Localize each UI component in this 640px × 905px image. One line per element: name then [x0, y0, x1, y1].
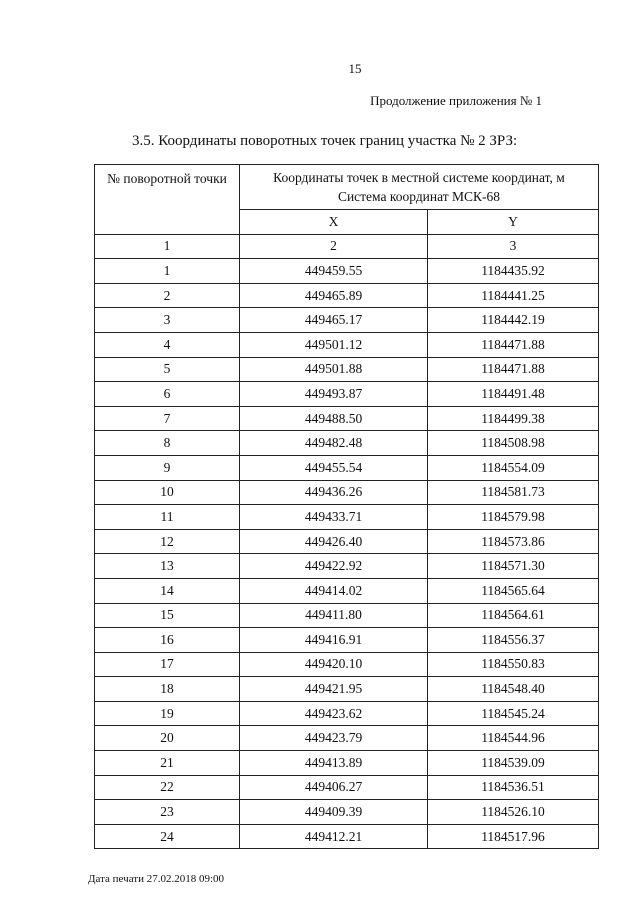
x-coordinate-cell: 449423.79	[240, 726, 428, 751]
x-coordinate-cell: 449465.17	[240, 308, 428, 333]
table-row	[95, 652, 599, 677]
y-coordinate-cell: 1184471.88	[428, 332, 599, 357]
point-number-cell: 22	[95, 775, 240, 800]
x-coordinate-cell: 449501.12	[240, 332, 428, 357]
section-title: 3.5. Координаты поворотных точек границ участка № 2 ЗРЗ:	[132, 133, 518, 149]
y-coordinate-cell: 1184539.09	[428, 751, 599, 776]
point-number-cell: 4	[95, 332, 240, 357]
table-row	[95, 406, 599, 431]
point-number-cell: 7	[95, 406, 240, 431]
point-number-cell: 5	[95, 357, 240, 382]
x-coordinate-cell: 449482.48	[240, 431, 428, 456]
table-row	[95, 603, 599, 628]
table-row	[95, 259, 599, 284]
point-number-cell: 19	[95, 701, 240, 726]
y-coordinate-cell: 1184564.61	[428, 603, 599, 628]
x-coordinate-cell: 449493.87	[240, 382, 428, 407]
table-row	[95, 332, 599, 357]
y-coordinate-cell: 1184517.96	[428, 824, 599, 849]
table-row	[95, 701, 599, 726]
point-number-cell: 12	[95, 529, 240, 554]
y-coordinate-cell: 1184545.24	[428, 701, 599, 726]
index-cell: 3	[428, 234, 599, 259]
table-row	[95, 578, 599, 603]
point-number-cell: 10	[95, 480, 240, 505]
point-number-cell: 9	[95, 455, 240, 480]
x-coordinate-cell: 449406.27	[240, 775, 428, 800]
x-coordinate-cell: 449459.55	[240, 259, 428, 284]
y-coordinate-cell: 1184548.40	[428, 677, 599, 702]
point-number-cell: 3	[95, 308, 240, 333]
y-coordinate-cell: 1184435.92	[428, 259, 599, 284]
page-number: 15	[348, 61, 362, 76]
y-coordinate-cell: 1184471.88	[428, 357, 599, 382]
point-number-cell: 21	[95, 751, 240, 776]
x-coordinate-cell: 449465.89	[240, 283, 428, 308]
y-coordinate-cell: 1184550.83	[428, 652, 599, 677]
table-row	[95, 554, 599, 579]
x-coordinate-cell: 449420.10	[240, 652, 428, 677]
y-coordinate-cell: 1184499.38	[428, 406, 599, 431]
x-coordinate-cell: 449423.62	[240, 701, 428, 726]
x-coordinate-cell: 449436.26	[240, 480, 428, 505]
y-coordinate-cell: 1184556.37	[428, 628, 599, 653]
table-row	[95, 677, 599, 702]
x-coordinate-cell: 449488.50	[240, 406, 428, 431]
x-coordinate-cell: 449421.95	[240, 677, 428, 702]
table-row	[95, 480, 599, 505]
x-coordinate-cell: 449455.54	[240, 455, 428, 480]
continuation-label: Продолжение приложения № 1	[370, 93, 542, 108]
y-coordinate-cell: 1184579.98	[428, 505, 599, 530]
y-coordinate-cell: 1184544.96	[428, 726, 599, 751]
point-number-cell: 18	[95, 677, 240, 702]
index-cell: 2	[240, 234, 428, 259]
point-number-cell: 6	[95, 382, 240, 407]
x-coordinate-cell: 449411.80	[240, 603, 428, 628]
x-coordinate-cell: 449501.88	[240, 357, 428, 382]
point-number-cell: 14	[95, 578, 240, 603]
y-coordinate-cell: 1184442.19	[428, 308, 599, 333]
table-row	[95, 357, 599, 382]
x-coordinate-cell: 449426.40	[240, 529, 428, 554]
header-point-number: № поворотной точки	[95, 165, 240, 235]
table-row	[95, 505, 599, 530]
coordinates-table	[94, 164, 599, 849]
header-system-line2: Система координат МСК-68	[337, 189, 501, 204]
table-row	[95, 726, 599, 751]
y-coordinate-cell: 1184581.73	[428, 480, 599, 505]
point-number-cell: 16	[95, 628, 240, 653]
table-row	[95, 455, 599, 480]
point-number-cell: 2	[95, 283, 240, 308]
point-number-cell: 1	[95, 259, 240, 284]
table-row	[95, 628, 599, 653]
point-number-cell: 11	[95, 505, 240, 530]
table-row	[95, 529, 599, 554]
y-coordinate-cell: 1184554.09	[428, 455, 599, 480]
table-row	[95, 751, 599, 776]
point-number-cell: 8	[95, 431, 240, 456]
point-number-cell: 20	[95, 726, 240, 751]
y-coordinate-cell: 1184565.64	[428, 578, 599, 603]
table-index-row	[95, 234, 599, 259]
y-coordinate-cell: 1184441.25	[428, 283, 599, 308]
point-number-cell: 13	[95, 554, 240, 579]
table-body	[95, 259, 599, 849]
header-system-line1: Координаты точек в местной системе координат, м	[273, 170, 565, 185]
header-x: X	[240, 210, 428, 235]
table-row	[95, 775, 599, 800]
x-coordinate-cell: 449412.21	[240, 824, 428, 849]
y-coordinate-cell: 1184571.30	[428, 554, 599, 579]
table-row	[95, 824, 599, 849]
y-coordinate-cell: 1184536.51	[428, 775, 599, 800]
table-header-row	[95, 165, 599, 210]
y-coordinate-cell: 1184526.10	[428, 800, 599, 825]
x-coordinate-cell: 449413.89	[240, 751, 428, 776]
table-row	[95, 382, 599, 407]
y-coordinate-cell: 1184573.86	[428, 529, 599, 554]
table-row	[95, 283, 599, 308]
print-date: Дата печати 27.02.2018 09:00	[88, 873, 225, 885]
table-row	[95, 431, 599, 456]
point-number-cell: 23	[95, 800, 240, 825]
index-cell: 1	[95, 234, 240, 259]
x-coordinate-cell: 449433.71	[240, 505, 428, 530]
point-number-cell: 24	[95, 824, 240, 849]
point-number-cell: 17	[95, 652, 240, 677]
table-row	[95, 308, 599, 333]
point-number-cell: 15	[95, 603, 240, 628]
header-y: Y	[428, 210, 599, 235]
x-coordinate-cell: 449416.91	[240, 628, 428, 653]
table-row	[95, 800, 599, 825]
y-coordinate-cell: 1184491.48	[428, 382, 599, 407]
x-coordinate-cell: 449422.92	[240, 554, 428, 579]
x-coordinate-cell: 449414.02	[240, 578, 428, 603]
x-coordinate-cell: 449409.39	[240, 800, 428, 825]
y-coordinate-cell: 1184508.98	[428, 431, 599, 456]
header-coordinate-system	[240, 165, 599, 210]
